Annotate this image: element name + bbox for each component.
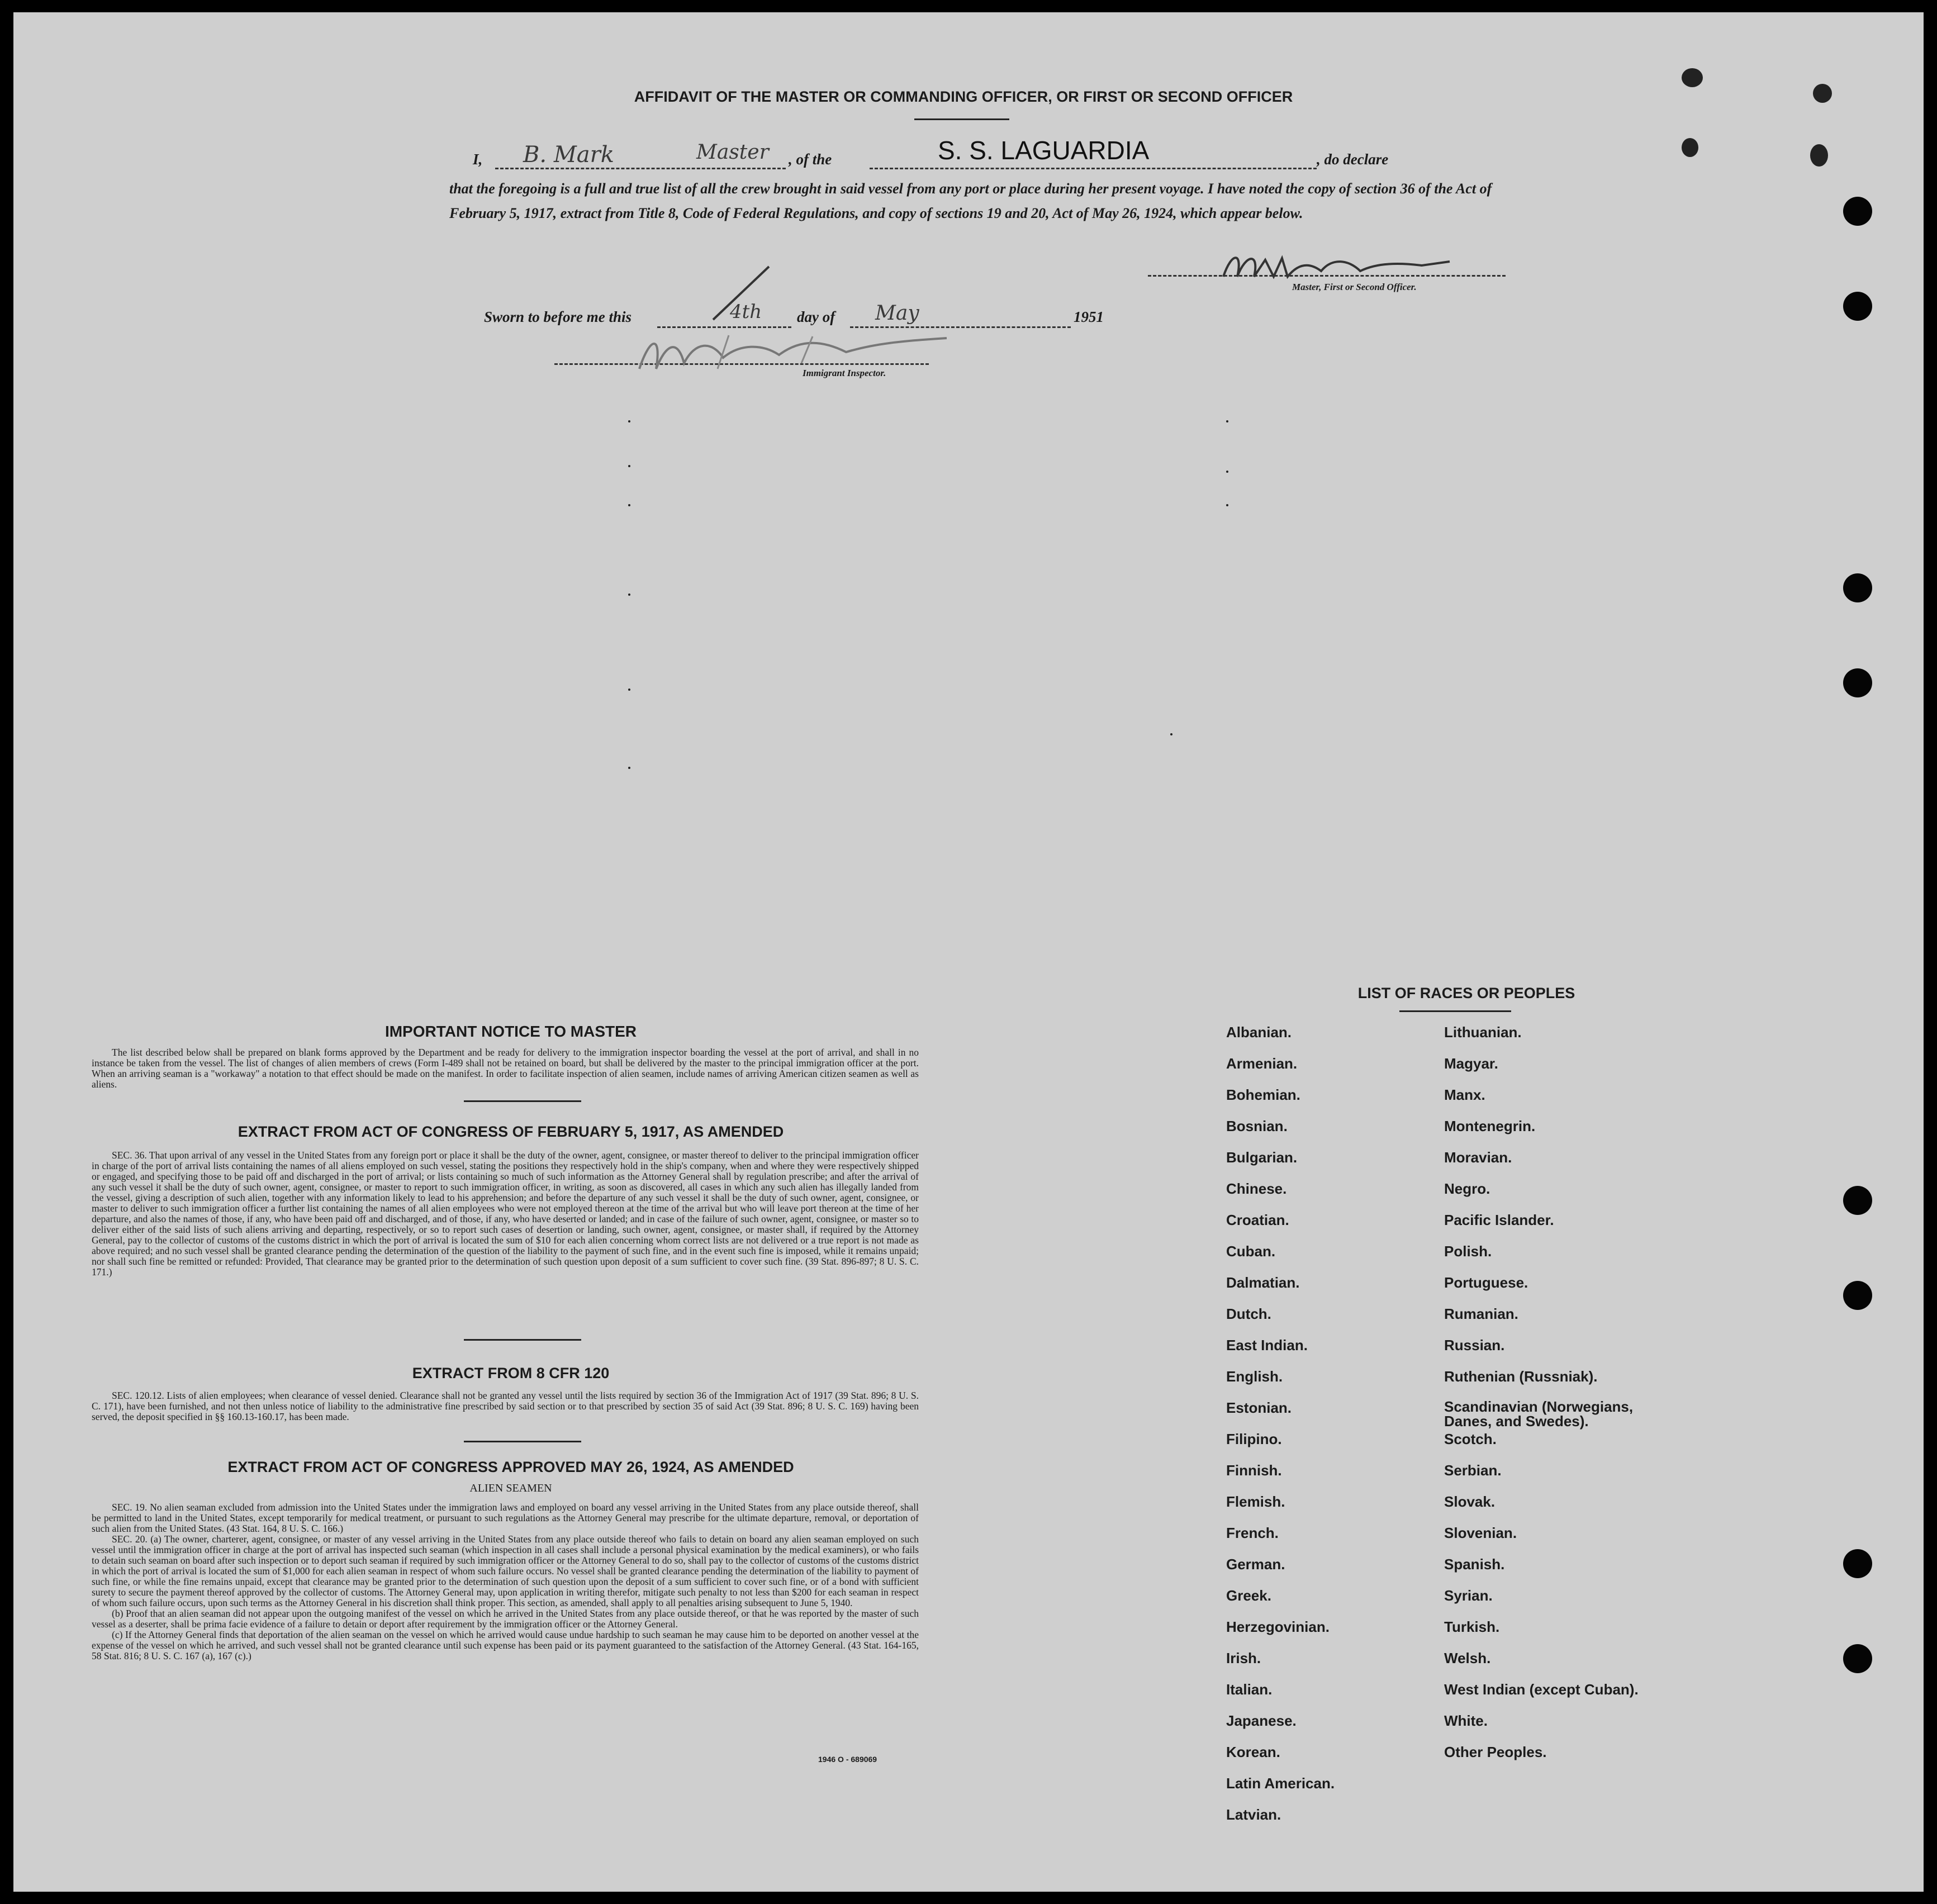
inspector-signature — [634, 330, 969, 374]
declarant-role: Master — [696, 141, 769, 164]
race-item: Cuban. — [1226, 1243, 1276, 1260]
race-item: French. — [1226, 1525, 1279, 1541]
race-item: Pacific Islander. — [1444, 1212, 1554, 1228]
extract-1917-text — [92, 1150, 919, 1278]
extract-1924-title: EXTRACT FROM ACT OF CONGRESS APPROVED MAY 26, 1924, AS AMENDED — [227, 1459, 794, 1475]
print-code: 1946 O - 689069 — [818, 1755, 877, 1764]
affidavit-title: AFFIDAVIT OF THE MASTER OR COMMANDING OFFICER, OR FIRST OR SECOND OFFICER — [634, 88, 1293, 105]
extract-cfr-paragraph: SEC. 120.12. Lists of alien employees; when clearance of vessel denied. Clearance shall not be granted any vessel until the lists required by section 36 of the Immigration Act of 1917 (39 Stat. 896; 8 U. S. C. 171), have been furnished, and not then unless notice of liability to the administrative fine prescribed by said section or to that prescribed by section 35 of said Act (39 Stat. 896; 8 U. S. C. 169) having been served, the deposit specified in §§ 160.13-160.17, has been made. — [92, 1390, 919, 1422]
race-item: Lithuanian. — [1444, 1024, 1522, 1041]
sworn-day: 4th — [730, 301, 762, 323]
notice-text — [92, 1047, 919, 1090]
binder-hole — [1843, 197, 1872, 226]
binder-hole — [1843, 292, 1872, 321]
race-item: Rumanian. — [1444, 1305, 1518, 1322]
sworn-month: May — [875, 302, 919, 325]
race-item: Italian. — [1226, 1681, 1273, 1698]
extract-1917-paragraph: SEC. 36. That upon arrival of any vessel in the United States from any foreign port or place it shall be the duty of the owner, agent, consignee, or master thereof to deliver to the principal immigration officer in charge of the port of arrival lists containing the names of all aliens employed on such vessel, stating the positions they respectively hold in the ship's company, when and where they were respectively shipped or engaged, and specifying those to be paid off and discharged in the port of arrival; or lists containing so much of such information as the Attorney General shall by regulation prescribe; and after the arrival of any such vessel it shall be the duty of such owner, agent, consignee, or master to report to such immigration officer, in writing, as soon as discovered, all cases in which any such alien has illegally landed from the vessel, giving a description of such alien, together with any information likely to lead to his apprehension; and before the departure of any such vessel it shall be the duty of such owner, agent, consignee, or master to deliver to such immigration officer a further list containing the names of all alien employees who were not employed thereon at the time of the arrival but who will leave port thereon at the time of her departure, and also the names of those, if any, who have been paid off and discharged, and of those, if any, who have deserted or landed; and in case of the failure of such owner, agent, consignee, or master so to deliver either of the said lists of such aliens arriving and departing, respectively, or so to report such cases of desertion or landing, such owner, agent, consignee, or master shall, if required by the Attorney General, pay to the collector of customs of the customs district in which the port of arrival is located the sum of $10 for each alien concerning whom correct lists are not delivered or a true report is not made as above required; and no such vessel shall be granted clearance pending the determination of the question of the liability to the payment of such fine, and in the event such fine is imposed, while it remains unpaid; nor shall such fine be remitted or refunded: Provided, That clearance may be granted prior to the determination of such question upon deposit of a sum sufficient to cover such fine. (39 Stat. 896-897; 8 U. S. C. 171.) — [92, 1150, 919, 1278]
divider — [464, 1100, 581, 1102]
race-item: Greek. — [1226, 1587, 1271, 1604]
race-item: Latin American. — [1226, 1775, 1335, 1792]
race-item: Irish. — [1226, 1650, 1261, 1666]
race-item: Chinese. — [1226, 1180, 1287, 1197]
section-19-paragraph: SEC. 19. No alien seaman excluded from admission into the United States under the immigration laws and employed on board any vessel arriving in the United States from any place outside thereof, shall be permitted to land in the United States, except temporarily for medical treatment, or pursuant to such regulations as the Attorney General may prescribe for the ultimate departure, removal, or deportation of such alien from the United States. (43 Stat. 164, 8 U. S. C. 166.) — [92, 1502, 919, 1534]
race-item: Polish. — [1444, 1243, 1492, 1260]
binder-hole — [1843, 1281, 1872, 1310]
sworn-month-field — [850, 326, 1071, 328]
race-item: Portuguese. — [1444, 1274, 1528, 1291]
day-of-label: day of — [797, 308, 835, 325]
race-item: Spanish. — [1444, 1556, 1505, 1573]
ink-blot — [1810, 144, 1828, 167]
divider — [1399, 1010, 1511, 1012]
race-item: Serbian. — [1444, 1462, 1502, 1479]
ink-blot — [1682, 68, 1703, 87]
signature-caption: Master, First or Second Officer. — [1292, 282, 1417, 292]
race-item: Bulgarian. — [1226, 1149, 1298, 1166]
ink-blot — [1813, 84, 1832, 103]
race-item: Korean. — [1226, 1744, 1280, 1760]
race-item: White. — [1444, 1712, 1488, 1729]
race-item: East Indian. — [1226, 1337, 1308, 1354]
column-dots-right — [1226, 420, 1248, 979]
extract-1924-text — [92, 1502, 919, 1661]
race-item: Bosnian. — [1226, 1118, 1288, 1134]
race-item: Estonian. — [1226, 1399, 1292, 1416]
races-title: LIST OF RACES OR PEOPLES — [1357, 985, 1575, 1001]
inspector-caption: Immigrant Inspector. — [803, 368, 886, 378]
race-item: Scandinavian (Norwegians, Danes, and Swedes). — [1444, 1398, 1634, 1430]
ink-blot — [1682, 138, 1698, 157]
race-item: Scotch. — [1444, 1431, 1497, 1447]
notice-paragraph: The list described below shall be prepared on blank forms approved by the Department and be ready for delivery to the immigration inspector boarding the vessel at the port of arrival, and shall in no instance be taken from the vessel. The list of changes of alien members of crews (Form I-489 shall not be retained on board, but shall be delivered by the master to the principal immigration officer at the port. When an arriving seaman is a "workaway" a notation to that effect should be made on the manifest. In order to facilitate inspection of alien seamen, include names of arriving American citizen seamen as well as aliens. — [92, 1047, 919, 1090]
declarant-name: B. Mark — [523, 142, 614, 168]
race-item: Moravian. — [1444, 1149, 1512, 1166]
sworn-prefix: Sworn to before me this — [484, 308, 632, 325]
extract-cfr-text — [92, 1390, 919, 1422]
race-item: Russian. — [1444, 1337, 1505, 1354]
of-the-label: , of the — [789, 151, 832, 168]
divider — [914, 118, 1009, 120]
race-item: Ruthenian (Russniak). — [1444, 1368, 1598, 1385]
race-item: Syrian. — [1444, 1587, 1493, 1604]
race-item: Magyar. — [1444, 1055, 1498, 1072]
do-declare-label: , do declare — [1317, 151, 1389, 168]
races-left-column — [1226, 1024, 1422, 1845]
declarant-field — [495, 168, 786, 169]
section-20c-paragraph: (c) If the Attorney General finds that deportation of the alien seaman on the vessel on which he arrived would cause undue hardship to such seaman he may cause him to be deported on another vessel at the expense of the vessel on which he arrived, and such vessel shall not be granted clearance until such expense has been paid or its payment guaranteed to the satisfaction of the Attorney General. (43 Stat. 164-165, 58 Stat. 816; 8 U. S. C. 167 (a), 167 (c).) — [92, 1629, 919, 1661]
race-item: Turkish. — [1444, 1618, 1500, 1635]
section-20a-paragraph: SEC. 20. (a) The owner, charterer, agent, consignee, or master of any vessel arriving in the United States from any place outside thereof who fails to detain on board any alien seaman employed on such vessel until the immigration officer in charge at the port of arrival has inspected such seaman (which inspection in all cases shall include a personal physical examination by the medical examiners), or who fails to detain such seaman on board after such inspection or to deport such seaman if required by such immigration officer or the Attorney General to do so, shall pay to the collector of customs of the customs district in which the port of arrival is located the sum of $1,000 for each alien seaman in respect of whom such failure occurs. No vessel shall be granted clearance pending the determination of the liability to payment of such fine, or while the fine remains unpaid, except that clearance may be granted prior to the determination of such question upon the deposit of a sum sufficient to cover such fine, or of a bond with sufficient surety to secure the payment thereof approved by the collector of customs. The Attorney General may, upon application in writing therefor, mitigate such penalty to not less than $200 for each seaman in respect of whom such failure occurs, upon such terms as the Attorney General in his discretion shall think proper. This section, as amended, shall apply to all penalties arising subsequent to June 5, 1940. — [92, 1533, 919, 1608]
binder-hole — [1843, 1186, 1872, 1215]
race-item: Manx. — [1444, 1086, 1485, 1103]
race-item: Croatian. — [1226, 1212, 1289, 1228]
vessel-field — [870, 168, 1317, 169]
declaration-text: that the foregoing is a full and true list of all the crew brought in said vessel from any port or place during her present voyage. I have noted the copy of section 36 of the Act of February 5, 1917, extract from Title 8, Code of Federal Regulations, and copy of sections 19 and 20, Act of May 26, 1924, which appear below. — [449, 181, 1492, 221]
section-20b-paragraph: (b) Proof that an alien seaman did not appear upon the outgoing manifest of the vessel on which he arrived in the United States from any place outside thereof, or that he was reported by the master of such vessel as a deserter, shall be prima facie evidence of a failure to detain or deport after requirement by the immigration officer or the Attorney General. — [92, 1608, 919, 1630]
extract-cfr-title: EXTRACT FROM 8 CFR 120 — [412, 1365, 610, 1381]
prefix-i: I, — [473, 151, 483, 168]
races-right-column — [1444, 1024, 1779, 1845]
race-item: Bohemian. — [1226, 1086, 1300, 1103]
divider — [464, 1441, 581, 1442]
race-item: Finnish. — [1226, 1462, 1282, 1479]
notice-title: IMPORTANT NOTICE TO MASTER — [384, 1023, 637, 1040]
extract-1917-title: EXTRACT FROM ACT OF CONGRESS OF FEBRUARY 5, 1917, AS AMENDED — [238, 1123, 784, 1140]
binder-hole — [1843, 1644, 1872, 1673]
race-item: Herzegovinian. — [1226, 1618, 1330, 1635]
race-item: Dalmatian. — [1226, 1274, 1300, 1291]
race-item: Dutch. — [1226, 1305, 1271, 1322]
race-item: West Indian (except Cuban). — [1444, 1681, 1639, 1698]
race-item: English. — [1226, 1368, 1283, 1385]
race-item: Slovak. — [1444, 1493, 1496, 1510]
race-item: Montenegrin. — [1444, 1118, 1536, 1134]
race-item: Japanese. — [1226, 1712, 1297, 1729]
vessel-name: S. S. LAGUARDIA — [938, 136, 1150, 165]
race-item: Filipino. — [1226, 1431, 1282, 1447]
year-label: 1951 — [1074, 308, 1104, 325]
binder-hole — [1843, 1549, 1872, 1578]
race-item: Other Peoples. — [1444, 1744, 1547, 1760]
sworn-day-field — [657, 326, 791, 328]
master-signature — [1221, 246, 1455, 285]
race-item: Albanian. — [1226, 1024, 1292, 1041]
extract-1924-subtitle: ALIEN SEAMEN — [469, 1482, 552, 1494]
document-page — [13, 12, 1924, 1892]
race-item: Negro. — [1444, 1180, 1490, 1197]
race-item: Slovenian. — [1444, 1525, 1517, 1541]
column-dots-left — [628, 420, 651, 979]
race-item: Flemish. — [1226, 1493, 1285, 1510]
binder-hole — [1843, 573, 1872, 602]
race-item: Welsh. — [1444, 1650, 1491, 1666]
race-item: Armenian. — [1226, 1055, 1298, 1072]
race-item: Latvian. — [1226, 1806, 1281, 1823]
divider — [464, 1339, 581, 1341]
binder-hole — [1843, 668, 1872, 697]
race-item: German. — [1226, 1556, 1285, 1573]
